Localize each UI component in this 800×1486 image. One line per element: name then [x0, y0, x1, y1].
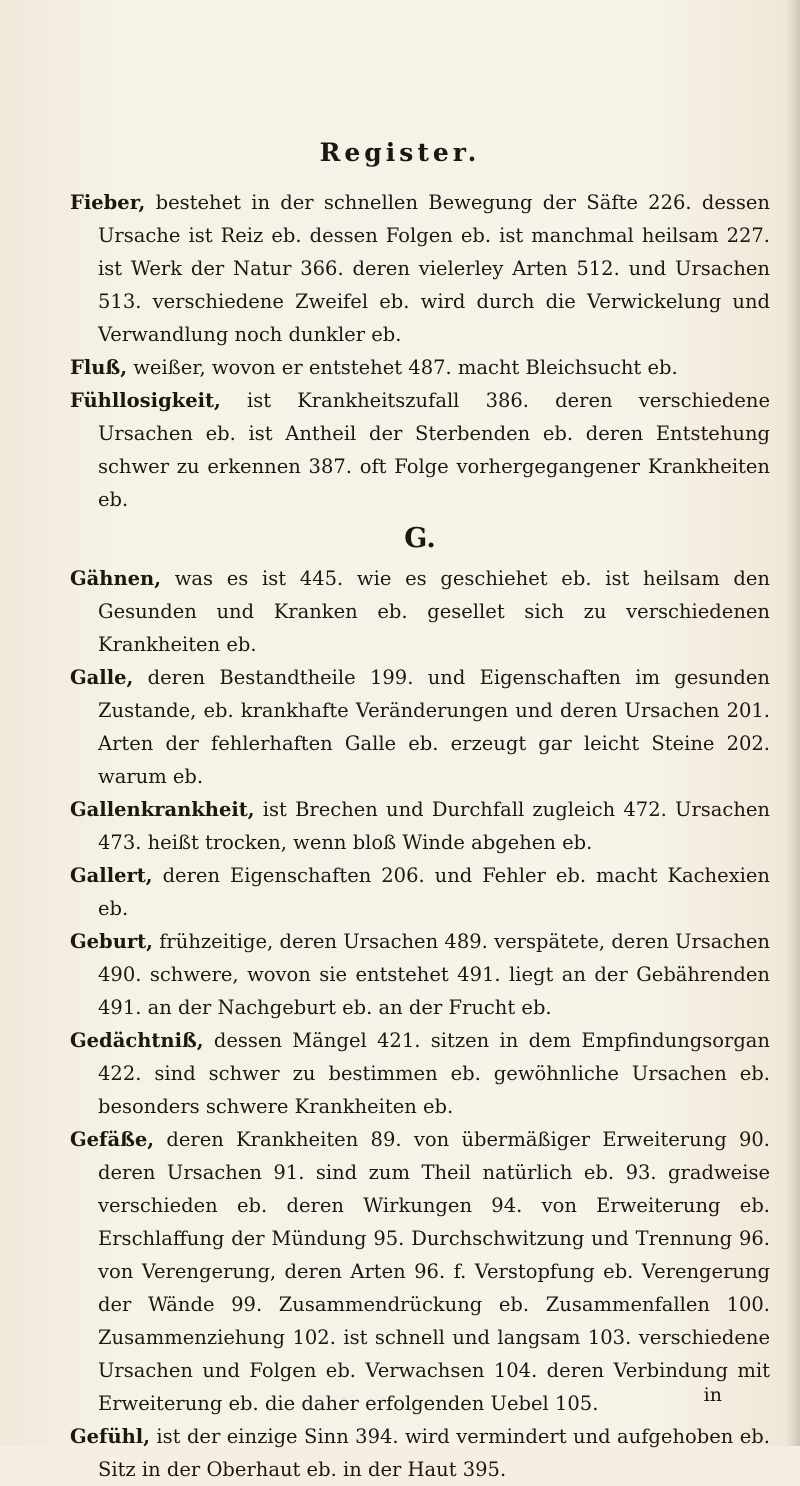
index-entry: [70, 925, 770, 1024]
index-entry: [70, 859, 770, 925]
entry-lemma: Gefäße,: [70, 1128, 155, 1151]
index-entry: [70, 661, 770, 793]
index-entry: [70, 1420, 770, 1486]
entry-lemma: Fieber,: [70, 191, 146, 214]
entry-text: frühzeitige, deren Ursachen 489. verspätete, deren Ursachen 490. schwere, wovon sie entstehet 491. liegt an der Gebährenden 491. an der Nachgeburt eb. an der Frucht eb.: [98, 930, 770, 1019]
entry-text: ist der einzige Sinn 394. wird vermindert und aufgehoben eb. Sitz in der Oberhaut eb. in der Haut 395.: [98, 1425, 770, 1481]
entry-text: dessen Mängel 421. sitzen in dem Empfindungsorgan 422. sind schwer zu bestimmen eb. gewöhnliche Ursachen eb. besonders schwere Krankheiten eb.: [98, 1029, 770, 1118]
entry-text: deren Krankheiten 89. von übermäßiger Erweiterung 90. deren Ursachen 91. sind zum Theil natürlich eb. 93. gradweise verschieden eb. deren Wirkungen 94. von Erweiterung eb. Erschlaffung der Mündung 95. Durchschwitzung und Trennung 96. von Verengerung, deren Arten 96. f. Verstopfung eb. Verengerung der Wände 99. Zusammendrückung eb. Zusammenfallen 100. Zusammenziehung 102. ist schnell und langsam 103. verschiedene Ursachen und Folgen eb. Verwachsen 104. deren Verbindung mit Erweiterung eb. die daher erfolgenden Uebel 105.: [98, 1128, 770, 1415]
index-entry: [70, 351, 770, 384]
entry-lemma: Gallenkrankheit,: [70, 798, 255, 821]
entry-text: bestehet in der schnellen Bewegung der Säfte 226. dessen Ursache ist Reiz eb. dessen Folgen eb. ist manchmal heilsam 227. ist Werk der Natur 366. deren vielerley Arten 512. und Ursachen 513. verschiedene Zweifel eb. wird durch die Verwickelung und Verwandlung noch dunkler eb.: [98, 191, 770, 346]
running-head: Register.: [319, 138, 481, 167]
index-entry: [70, 793, 770, 859]
entry-lemma: Gefühl,: [70, 1425, 150, 1448]
entry-lemma: Galle,: [70, 666, 134, 689]
entry-lemma: Gähnen,: [70, 567, 162, 590]
entry-text: weißer, wovon er entstehet 487. macht Bleichsucht eb.: [127, 356, 678, 379]
section-letter: G.: [404, 523, 436, 554]
entry-lemma: Fühllosigkeit,: [70, 389, 221, 412]
entry-text: deren Bestandtheile 199. und Eigenschaften im gesunden Zustande, eb. krankhafte Veränderungen und deren Ursachen 201. Arten der fehlerhaften Galle eb. erzeugt gar leicht Steine 202. warum eb.: [98, 666, 770, 788]
index-entry: [70, 1024, 770, 1123]
entry-lemma: Gedächtniß,: [70, 1029, 204, 1052]
index-entry: [70, 1123, 770, 1420]
entry-text: ist Brechen und Durchfall zugleich 472. Ursachen 473. heißt trocken, wenn bloß Winde abgehen eb.: [98, 798, 770, 854]
entry-text: was es ist 445. wie es geschiehet eb. ist heilsam den Gesunden und Kranken eb. gesellet sich zu verschiedenen Krankheiten eb.: [98, 567, 770, 656]
register-entries: [70, 186, 770, 1486]
index-entry: [70, 562, 770, 661]
entry-lemma: Geburt,: [70, 930, 153, 953]
spine-shadow: [786, 0, 800, 1446]
entry-lemma: Gallert,: [70, 864, 153, 887]
index-entry: [70, 186, 770, 351]
catchword: in: [703, 1384, 722, 1406]
entry-text: deren Eigenschaften 206. und Fehler eb. macht Kachexien eb.: [98, 864, 770, 920]
index-entry: [70, 384, 770, 516]
entry-lemma: Fluß,: [70, 356, 128, 379]
entry-text: ist Krankheitszufall 386. deren verschiedene Ursachen eb. ist Antheil der Sterbenden eb. deren Entstehung schwer zu erkennen 387. oft Folge vorhergegangener Krankheiten eb.: [98, 389, 770, 511]
